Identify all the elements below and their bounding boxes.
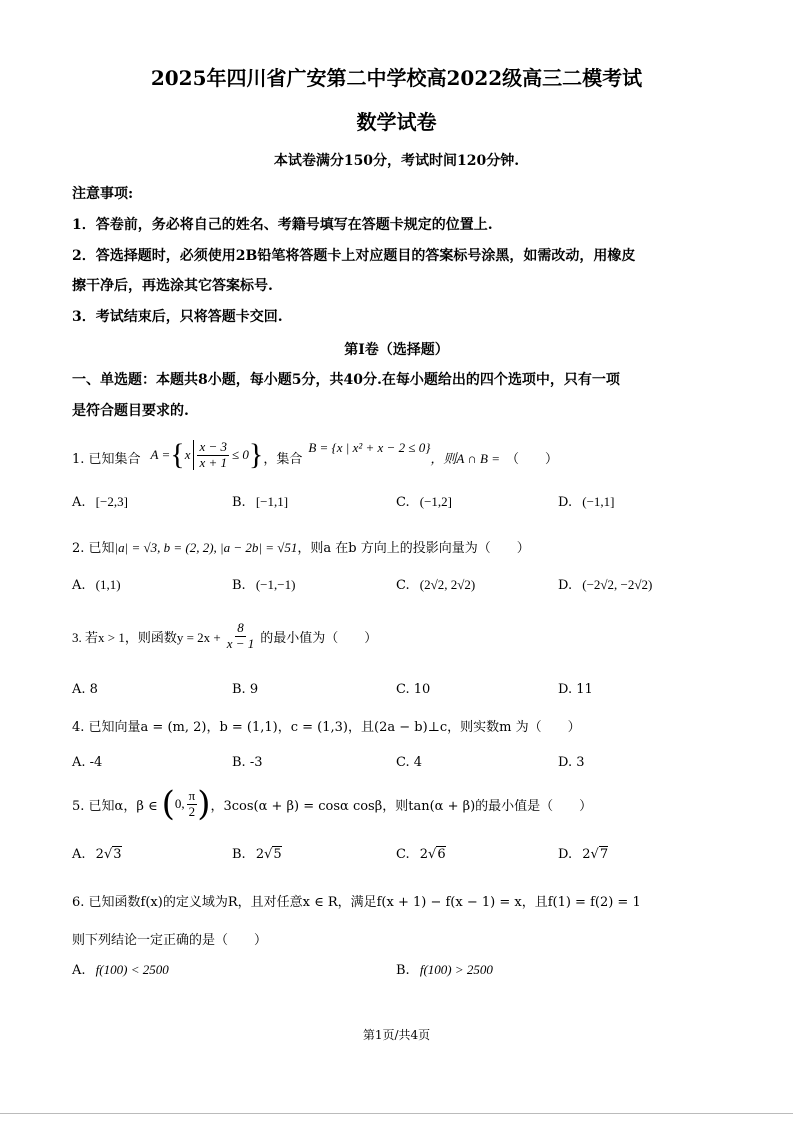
q1-fraction <box>197 440 229 470</box>
q2-option-c[interactable] <box>396 577 475 593</box>
part-instructions-line-1: 一、单选题：本题共8小题，每小题5分，共40分.在每小题给出的四个选项中，只有一项 <box>72 372 620 388</box>
q1-frac-num: x − 3 <box>199 439 228 455</box>
q6-option-a-label: A. <box>72 963 86 978</box>
q5-prefix: 5. 已知α，β ∈ <box>72 798 158 814</box>
q4-option-a[interactable]: A. -4 <box>72 755 103 770</box>
notice-item-2-line-1: 2．答选择题时，必须使用2B铅笔将答题卡上对应题目的答案标号涂黑，如需改动，用橡皮 <box>72 248 636 264</box>
q5-option-b-coef: 2 <box>255 847 265 862</box>
q2-option-d-label: D. <box>558 578 573 593</box>
q3-fraction <box>225 621 257 651</box>
q2-option-c-value: (2√2, 2√2) <box>419 577 476 592</box>
q1-option-b[interactable] <box>232 494 288 510</box>
q1-set-a-lhs: A = <box>150 447 171 462</box>
q3-frac-num: 8 <box>237 620 244 636</box>
q2-prefix: 2. 已知 <box>72 541 115 556</box>
q3-frac-den: x − 1 <box>226 635 255 651</box>
q2-mid: ，则a 在b 方向上的投影向量为（ ） <box>297 541 530 556</box>
q5-fraction <box>187 789 198 819</box>
q1-option-b-value: [−1,1] <box>255 494 289 509</box>
q1-set-a-cond: ≤ 0 <box>232 447 249 462</box>
q3-suffix: 的最小值为（ ） <box>260 630 378 646</box>
q2-option-c-label: C. <box>396 578 410 593</box>
subject-title: 数学试卷 <box>356 110 437 134</box>
q5-option-a-rad: 3 <box>113 847 122 862</box>
q2-option-b-value: (−1,−1) <box>255 577 296 592</box>
q1-option-c-label: C. <box>396 495 410 510</box>
q1-frac-den: x + 1 <box>199 454 228 470</box>
q5-option-b-label: B. <box>232 847 246 862</box>
question-2 <box>72 537 530 556</box>
q2-option-d-value: (−2√2, −2√2) <box>582 577 653 592</box>
q1-paren: （ ） <box>505 452 558 467</box>
question-6-line-2: 则下列结论一定正确的是（ ） <box>72 933 268 948</box>
q1-mid: ，集合 <box>263 452 303 467</box>
question-3 <box>72 616 377 656</box>
notice-item-3: 3．考试结束后，只将答题卡交回. <box>72 309 283 325</box>
q1-option-b-label: B. <box>232 495 246 510</box>
q6-option-a-value: f(100) < 2500 <box>95 962 169 977</box>
q3-option-c[interactable]: C. 10 <box>396 682 431 697</box>
q5-option-b-rad: 5 <box>273 847 282 862</box>
q5-option-c-label: C. <box>396 847 410 862</box>
q6-option-a[interactable] <box>72 962 169 978</box>
q2-option-b[interactable] <box>232 577 295 593</box>
q5-option-c[interactable]: C. 2√6 <box>396 847 446 862</box>
page-number: 第1页/共4页 <box>362 1028 431 1042</box>
q1-option-c-value: (−1,2] <box>419 494 453 509</box>
q1-option-c[interactable] <box>396 494 452 510</box>
q2-option-b-label: B. <box>232 578 246 593</box>
q2-option-a-label: A. <box>72 578 86 593</box>
q3-prefix: 3. 若x > 1，则函数y = 2x + <box>72 629 221 645</box>
q5-frac-num: π <box>188 788 196 804</box>
q2-math: |a| = √3, b = (2, 2), |a − 2b| = √51 <box>114 540 298 555</box>
q5-option-a-coef: 2 <box>95 847 104 862</box>
q5-option-c-coef: 2 <box>419 847 429 862</box>
q5-option-d-rad: 7 <box>599 847 609 862</box>
q1-end-math: ，则A ∩ B = <box>430 451 500 466</box>
q1-set-a-var: x <box>184 447 191 462</box>
part-instructions-line-2: 是符合题目要求的. <box>72 403 189 419</box>
q5-option-a[interactable]: A. 2√3 <box>72 847 122 862</box>
q1-option-d[interactable] <box>558 494 614 510</box>
exam-title: 2025年四川省广安第二中学校高2022级高三二模考试 <box>150 66 643 90</box>
notice-heading: 注意事项: <box>72 186 134 202</box>
q4-option-b[interactable]: B. -3 <box>232 755 263 770</box>
q5-option-c-rad: 6 <box>437 847 446 862</box>
bottom-divider <box>0 1113 793 1114</box>
q4-option-d[interactable]: D. 3 <box>558 755 585 770</box>
q1-option-d-value: (−1,1] <box>582 494 615 509</box>
q1-prefix: 1. 已知集合 <box>72 452 141 467</box>
q1-option-a[interactable] <box>72 494 128 510</box>
q6-option-b-label: B. <box>396 963 410 978</box>
q6-option-b[interactable] <box>396 962 493 978</box>
q5-option-d-label: D. <box>558 847 573 862</box>
q5-option-b[interactable]: B. 2√5 <box>232 847 282 862</box>
question-6-line-1: 6. 已知函数f(x)的定义域为R，且对任意x ∈ R，满足f(x + 1) − f(x − 1) = x，且f(1) = f(2) = 1 <box>72 895 641 910</box>
q5-option-d-coef: 2 <box>582 847 591 862</box>
q1-option-a-label: A. <box>72 495 86 510</box>
q5-option-d[interactable]: D. 2√7 <box>558 847 609 862</box>
q2-option-a-value: (1,1) <box>95 577 121 592</box>
q4-option-c[interactable]: C. 4 <box>396 755 423 770</box>
question-4: 4. 已知向量a = (m, 2)，b = (1,1)，c = (1,3)，且(2a − b)⊥c，则实数m 为（ ） <box>72 720 581 735</box>
q1-option-d-label: D. <box>558 495 573 510</box>
notice-item-1: 1．答卷前，务必将自己的姓名、考籍号填写在答题卡规定的位置上. <box>72 217 493 233</box>
question-5: 5. 已知α，β ∈ ( 0, $\frac{\pi}{2}$ ) ，3cos(α + β) = cosα cosβ，则tan(α + β)的最小值是（ ） <box>72 784 593 824</box>
q3-option-b[interactable]: B. 9 <box>232 682 259 697</box>
q5-frac-den: 2 <box>188 803 196 819</box>
notice-item-2-line-2: 擦干净后，再选涂其它答案标号. <box>72 278 273 294</box>
q1-set-a: A = { x $\frac{x - 3}{x + 1}$ ≤ 0 } <box>150 438 264 471</box>
q3-option-a[interactable]: A. 8 <box>72 682 98 697</box>
q2-option-d[interactable] <box>558 577 652 593</box>
q3-option-d[interactable]: D. 11 <box>558 682 593 697</box>
volume-heading: 第I卷（选择题） <box>344 342 449 358</box>
q2-option-a[interactable] <box>72 577 121 593</box>
q5-interval-left: 0, <box>174 796 185 811</box>
q1-option-a-value: [−2,3] <box>95 494 128 509</box>
q6-option-b-value: f(100) > 2500 <box>419 962 493 977</box>
q5-suffix: ，3cos(α + β) = cosα cosβ，则tan(α + β)的最小值是（ ） <box>210 798 593 814</box>
exam-info: 本试卷满分150分，考试时间120分钟. <box>273 153 520 169</box>
question-1 <box>72 430 558 470</box>
q5-option-a-label: A. <box>72 847 86 862</box>
q1-set-b: B = {x | x² + x − 2 ≤ 0} <box>308 440 431 455</box>
